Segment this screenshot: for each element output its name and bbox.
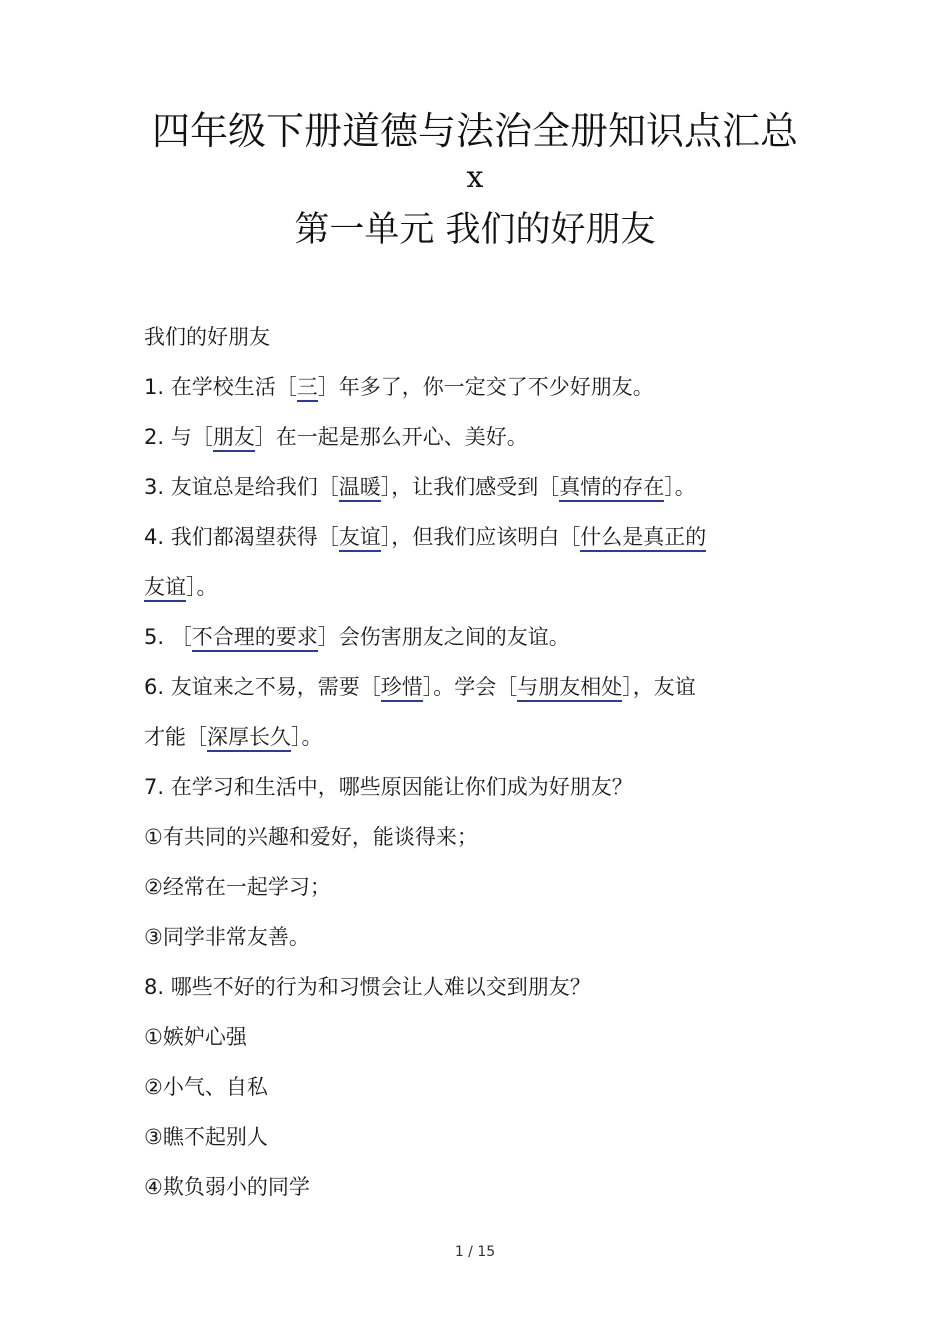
- document-title-suffix: x: [466, 160, 484, 195]
- unit-title: 第一单元 我们的好朋友: [294, 210, 656, 250]
- item-text: 2. 与［: [144, 425, 213, 449]
- fill-answer: 与朋友相处: [517, 675, 622, 702]
- item-text: ］。学会［: [422, 675, 518, 699]
- item-6: [144, 668, 812, 718]
- item-text: ］，友谊: [622, 675, 696, 699]
- list-item: ③瞧不起别人: [144, 1125, 268, 1149]
- item-text: ］年多了，你一定交了不少好朋友。: [317, 375, 654, 399]
- item-4-continued: [144, 568, 812, 618]
- item-6-continued: [144, 718, 812, 768]
- document-body: [144, 318, 812, 1218]
- item-text: ］。: [664, 475, 696, 499]
- fill-answer: 友谊: [144, 575, 186, 602]
- item-2: [144, 418, 812, 468]
- item-text: ］在一起是那么开心、美好。: [254, 425, 528, 449]
- item-5: [144, 618, 812, 668]
- list-item: ④欺负弱小的同学: [144, 1175, 310, 1199]
- item-text: 3. 友谊总是给我们［: [144, 475, 339, 499]
- fill-answer: 真情的存在: [559, 475, 664, 502]
- fill-answer: 不合理的要求: [192, 625, 318, 652]
- section-heading: 我们的好朋友: [144, 325, 270, 349]
- item-text: 6. 友谊来之不易，需要［: [144, 675, 381, 699]
- fill-answer: 三: [297, 375, 318, 402]
- item-text: ］会伤害朋友之间的友谊。: [317, 625, 570, 649]
- item-text: ］。: [186, 575, 218, 599]
- item-text: 4. 我们都渴望获得［: [144, 525, 339, 549]
- item-7: 7. 在学习和生活中，哪些原因能让你们成为好朋友？: [144, 775, 633, 799]
- item-text: 才能［: [144, 725, 207, 749]
- fill-answer: 温暖: [339, 475, 381, 502]
- item-3: [144, 468, 812, 518]
- list-item: ①嫉妒心强: [144, 1025, 247, 1049]
- list-item: ②经常在一起学习；: [144, 875, 331, 899]
- page-number: 1 / 15: [454, 1244, 496, 1260]
- fill-answer: 珍惜: [381, 675, 423, 702]
- fill-answer: 深厚长久: [207, 725, 291, 752]
- item-text: ］。: [291, 725, 323, 749]
- item-text: ］，让我们感受到［: [380, 475, 560, 499]
- document-title: 四年级下册道德与法治全册知识点汇总: [151, 109, 798, 153]
- item-text: 1. 在学校生活［: [144, 375, 297, 399]
- fill-answer: 什么是真正的: [580, 525, 706, 552]
- list-item: ③同学非常友善。: [144, 925, 310, 949]
- item-8: 8. 哪些不好的行为和习惯会让人难以交到朋友？: [144, 975, 591, 999]
- list-item: ①有共同的兴趣和爱好，能谈得来；: [144, 825, 478, 849]
- fill-answer: 朋友: [213, 425, 255, 452]
- list-item: ②小气、自私: [144, 1075, 268, 1099]
- fill-answer: 友谊: [339, 525, 381, 552]
- item-4: [144, 518, 812, 568]
- item-text: 5. ［: [144, 625, 192, 649]
- item-text: ］，但我们应该明白［: [380, 525, 581, 549]
- item-1: [144, 368, 812, 418]
